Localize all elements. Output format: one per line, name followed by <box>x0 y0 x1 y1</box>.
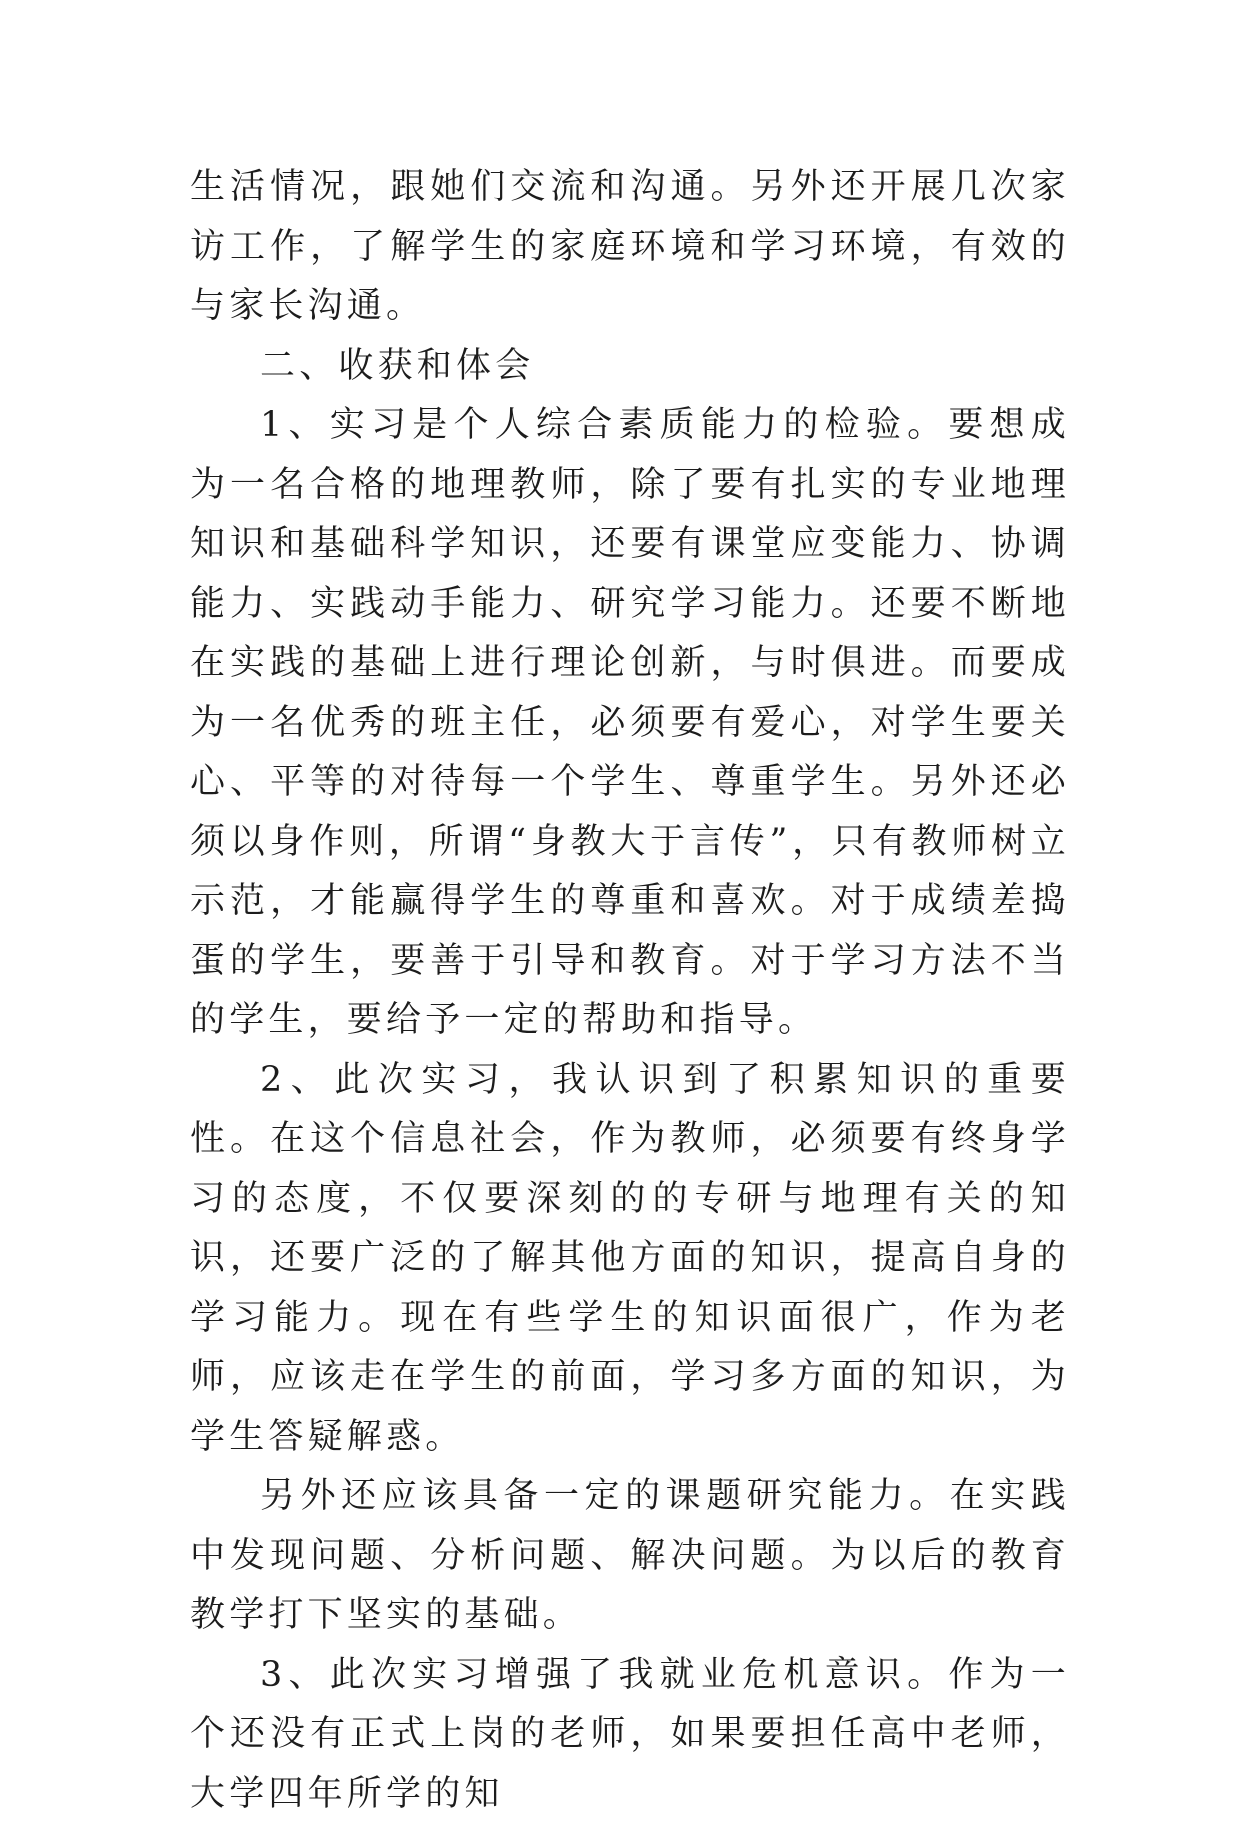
paragraph-research-ability: 另外还应该具备一定的课题研究能力。在实践中发现问题、分析问题、解决问题。为以后的教育教学打下坚实的基础。 <box>190 1467 1070 1646</box>
paragraph-point-2: 2、此次实习，我认识到了积累知识的重要性。在这个信息社会，作为教师，必须要有终身学习的态度，不仅要深刻的的专研与地理有关的知识，还要广泛的了解其他方面的知识，提高自身的学习能力。现在有些学生的知识面很广，作为老师，应该走在学生的前面，学习多方面的知识，为学生答疑解惑。 <box>190 1051 1070 1468</box>
paragraph-home-visits: 生活情况，跟她们交流和沟通。另外还开展几次家访工作，了解学生的家庭环境和学习环境，有效的与家长沟通。 <box>190 158 1070 337</box>
document-body <box>190 158 1070 1824</box>
paragraph-point-1: 1、实习是个人综合素质能力的检验。要想成为一名合格的地理教师，除了要有扎实的专业地理知识和基础科学知识，还要有课堂应变能力、协调能力、实践动手能力、研究学习能力。还要不断地在实践的基础上进行理论创新，与时俱进。而要成为一名优秀的班主任，必须要有爱心，对学生要关心、平等的对待每一个学生、尊重学生。另外还必须以身作则，所谓“身教大于言传”，只有教师树立示范，才能赢得学生的尊重和喜欢。对于成绩差捣蛋的学生，要善于引导和教育。对于学习方法不当的学生，要给予一定的帮助和指导。 <box>190 396 1070 1051</box>
paragraph-point-3: 3、此次实习增强了我就业危机意识。作为一个还没有正式上岗的老师，如果要担任高中老师，大学四年所学的知 <box>190 1646 1070 1824</box>
section-heading-gains: 二、收获和体会 <box>190 337 1070 397</box>
